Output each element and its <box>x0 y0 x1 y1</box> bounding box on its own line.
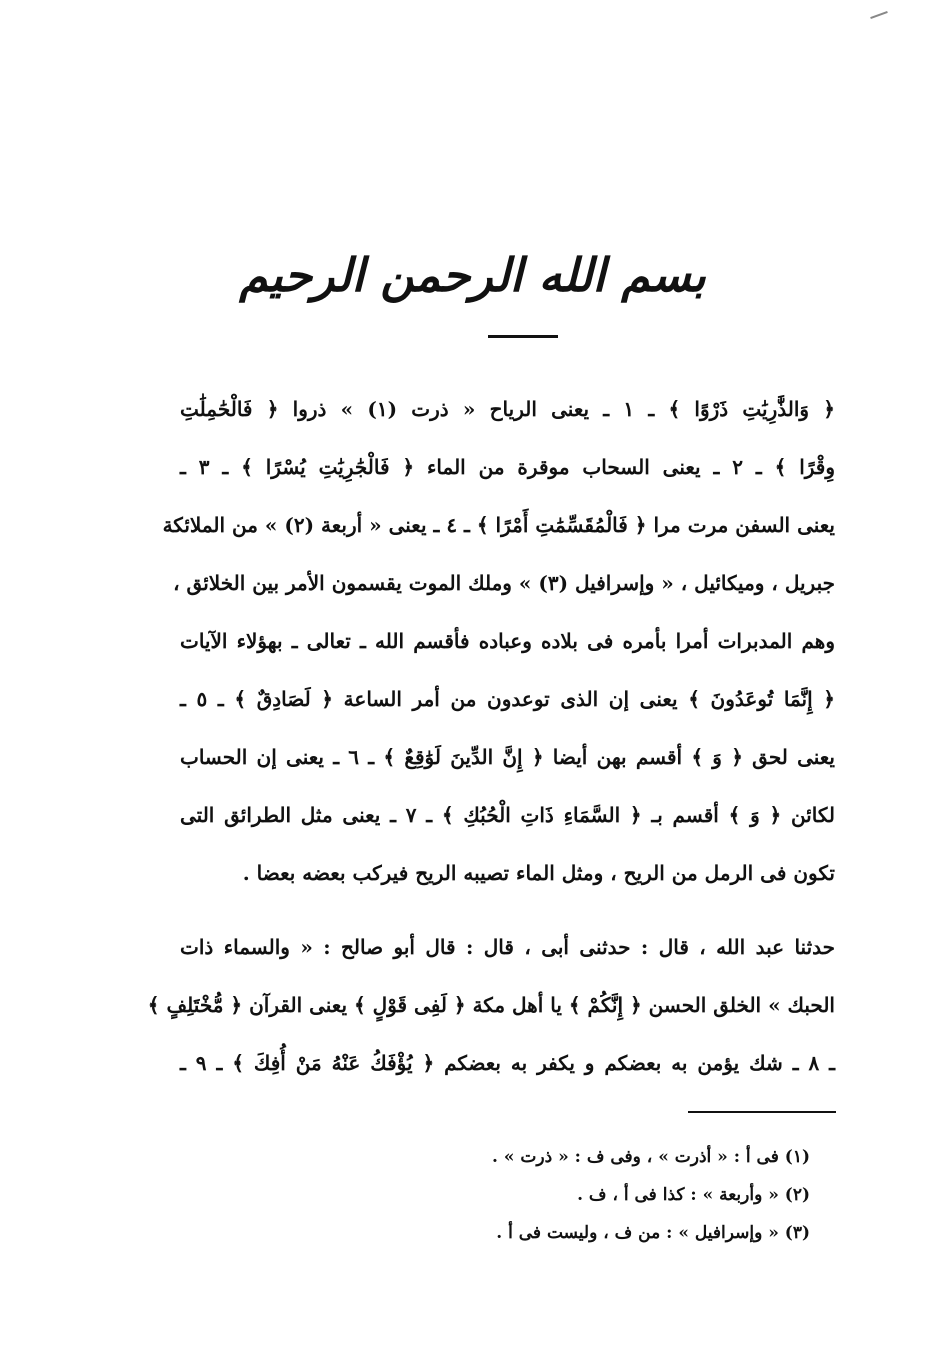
text-line: ﴿ إِنَّمَا تُوعَدُونَ ﴾ يعنى إن الذى توعدون من أمر الساعة ﴿ لَصَادِقٌ ﴾ ـ ٥ ـ <box>180 687 835 711</box>
text-line: وِقْرًا ﴾ ـ ٢ ـ يعنى السحاب موقرة من الماء ﴿ فَالْجَٰرِيَٰتِ يُسْرًا ﴾ ـ ٣ ـ <box>180 455 835 479</box>
footnote-3: (٣) « وإسرافيل » : من ف ، وليست فى أ . <box>496 1223 810 1243</box>
text-line: يعنى لحق ﴿ وَ ﴾ أقسم بهن أيضا ﴿ إِنَّ الدِّينَ لَوَٰقِعٌ ﴾ ـ ٦ ـ يعنى إن الحساب <box>180 745 835 769</box>
text-line: لكائن ﴿ وَ ﴾ أقسم بـ ﴿ السَّمَاءِ ذَاتِ الْحُبُكِ ﴾ ـ ٧ ـ يعنى مثل الطرائق التى <box>180 803 835 827</box>
paragraph-hadith <box>147 918 835 1092</box>
text-line: يعنى السفن مرت مرا ﴿ فَالْمُقَسِّمَٰتِ أَمْرًا ﴾ ـ ٤ ـ يعنى « أربعة (٢) » من الملائكة <box>162 513 835 537</box>
text-line: ـ ٨ ـ شك يؤمن به بعضكم و يكفر به بعضكم ﴿ يُؤْفَكُ عَنْهُ مَنْ أُفِكَ ﴾ ـ ٩ ـ <box>180 1051 835 1075</box>
text-line: وهم المدبرات أمرا بأمره فى بلاده وعباده فأقسم الله ـ تعالى ـ بهؤلاء الآيات <box>180 629 835 653</box>
paragraph-tafsir <box>162 380 836 902</box>
text-line: تكون فى الرمل من الريح ، ومثل الماء تصيبه الريح فيركب بعضه بعضا . <box>242 861 835 885</box>
main-text <box>147 380 836 1092</box>
heading-divider <box>488 335 558 338</box>
footnote-1: (١) فى أ : « أذرت » ، وفى ف : « ذرت » . <box>492 1147 810 1167</box>
footnotes <box>380 1138 810 1252</box>
text-line: جبريل ، وميكائيل ، « وإسرافيل (٣) » وملك الموت يقسمون الأمر بين الخلائق ، <box>173 571 835 595</box>
text-line: حدثنا عبد الله ، قال : حدثنى أبى ، قال : قال أبو صالح : « والسماء ذات <box>180 935 835 959</box>
corner-pen-mark <box>870 11 888 19</box>
footnote-2: (٢) « وأربعة » : كذا فى أ ، ف . <box>577 1185 810 1205</box>
text-line: الحبك » الخلق الحسن ﴿ إِنَّكُمْ ﴾ يا أهل مكة ﴿ لَفِى قَوْلٍ ﴾ يعنى القرآن ﴿ مُّخْتَلِفٍ ﴾ <box>147 993 835 1017</box>
text-line: ﴿ وَالذَّٰرِيَٰتِ ذَرْوًا ﴾ ـ ١ ـ يعنى الرياح « ذرت (١) » ذروا ﴿ فَالْحَٰمِلَٰتِ <box>180 397 836 421</box>
footnote-divider <box>688 1111 836 1113</box>
basmala-heading: بسم الله الرحمن الرحيم <box>239 248 706 302</box>
